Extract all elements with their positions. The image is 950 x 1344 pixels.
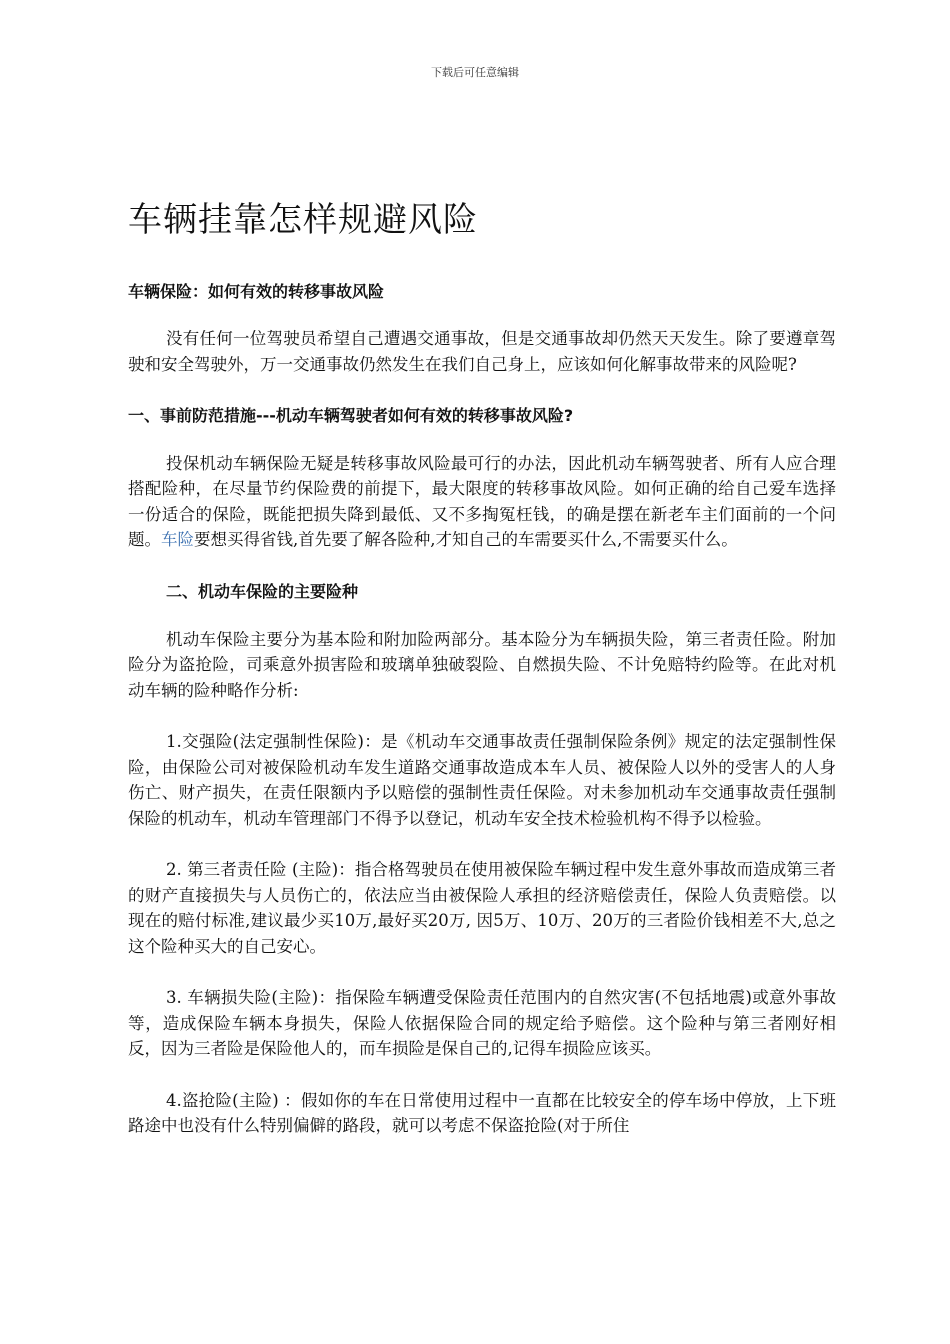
section-heading-1: 一、事前防范措施---机动车辆驾驶者如何有效的转移事故风险? [128,406,574,426]
paragraph-text: 投保机动车辆保险无疑是转移事故风险最可行的办法，因此机动车辆驾驶者、所有人应合理搭配险种，在尽量节约保险费的前提下，最大限度的转移事故风险。如何正确的给自己爱车选择一份适合的保险，既能把损失降到最低、又不多掏冤枉钱，的确是摆在新老车主们面前的一个问题。 [128,453,836,550]
list-item-compulsory-insurance: 1.交强险(法定强制性保险)：是《机动车交通事故责任强制保险条例》规定的法定强制性保险，由保险公司对被保险机动车发生道路交通事故造成本车人员、被保险人以外的受害人的人身伤亡、财产损失，在责任限额内予以赔偿的强制性责任保险。对未参加机动车交通事故责任强制保险的机动车，机动车管理部门不得予以登记，机动车安全技术检验机构不得予以检验。 [128,732,836,828]
list-item-third-party-insurance: 2. 第三者责任险 (主险)：指合格驾驶员在使用被保险车辆过程中发生意外事故而造成第三者的财产直接损失与人员伤亡的，依法应当由被保险人承担的经济赔偿责任，保险人负责赔偿。以现在的赔付标准,建议最少买10万,最好买20万, 因5万、10万、20万的三者险价钱相差不大,总之这个险种买大的自己安心。 [128,860,836,956]
document-subtitle: 车辆保险：如何有效的转移事故风险 [128,281,385,301]
list-item-vehicle-damage-insurance: 3. 车辆损失险(主险)：指保险车辆遭受保险责任范围内的自然灾害(不包括地震)或意外事故等，造成保险车辆本身损失，保险人依据保险合同的规定给予赔偿。这个险种与第三者刚好相反，因为三者险是保险他人的，而车损险是保自己的,记得车损险应该买。 [128,988,836,1059]
document-body [128,200,836,1165]
header-note: 下载后可任意编辑 [431,66,519,79]
car-insurance-link[interactable]: 车险 [161,530,194,550]
section-heading-2: 二、机动车保险的主要险种 [166,581,359,601]
paragraph-insurance-types: 机动车保险主要分为基本险和附加险两部分。基本险分为车辆损失险，第三者责任险。附加险分为盗抢险，司乘意外损害险和玻璃单独破裂险、自燃损失险、不计免赔特约险等。在此对机动车辆的险种略作分析: [128,629,836,700]
list-item-theft-insurance: 4.盗抢险(主险) ：假如你的车在日常使用过程中一直都在比较安全的停车场中停放，上下班路途中也没有什么特别偏僻的路段，就可以考虑不保盗抢险(对于所住 [128,1090,836,1136]
document-title: 车辆挂靠怎样规避风险 [128,200,478,240]
paragraph-text: 要想买得省钱,首先要了解各险种,才知自己的车需要买什么,不需要买什么。 [194,530,738,550]
intro-paragraph: 没有任何一位驾驶员希望自己遭遇交通事故，但是交通事故却仍然天天发生。除了要遵章驾驶和安全驾驶外，万一交通事故仍然发生在我们自己身上，应该如何化解事故带来的风险呢? [128,329,836,374]
paragraph-insurance-intro [128,451,836,553]
